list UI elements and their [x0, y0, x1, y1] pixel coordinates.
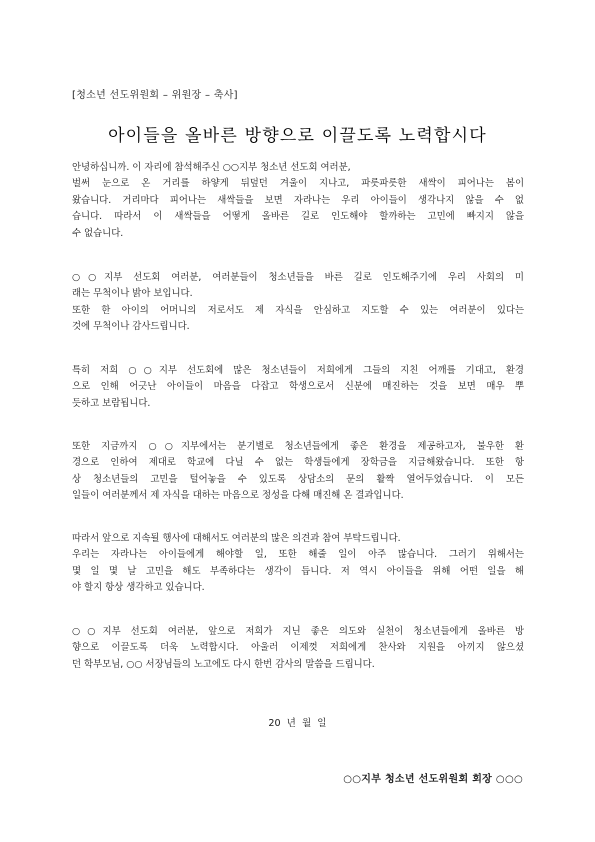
category-label: [청소년 선도위원회 – 위원장 – 축사] [72, 90, 238, 101]
body-line: 따라서 앞으로 지속될 행사에 대해서도 여러분의 많은 의견과 참여 부탁드립니다. [72, 533, 401, 544]
body-line: 벌써 눈으로 온 거리를 하얗게 뒤덮던 겨울이 지나고, 파릇파릇한 새싹이 피어나는 봄이 [72, 178, 524, 190]
body-line: 듯하고 보람됩니다. [72, 397, 151, 409]
paragraph-closing [72, 624, 524, 673]
paragraph-future [72, 531, 524, 597]
body-line: 또한 지금까지 ○○지부에서는 분기별로 청소년들에게 좋은 환경을 제공하고자, 불우한 환 [72, 441, 524, 452]
body-line: 향으로 이끌도록 더욱 노력합시다. 아울러 이제껏 저희에게 찬사와 지원을 아끼지 않으셨 [72, 642, 524, 654]
body-line: 래는 무척이나 밝아 보입니다. [72, 288, 193, 300]
signature: ○○지부 청소년 선도위원회 회장 ○○○ [343, 774, 523, 785]
date-line: 20 년 월 일 [268, 718, 327, 729]
body-line: 으로 인해 어긋난 아이들이 마음을 다잡고 학생으로서 신분에 매진하는 것을 보면 매우 뿌 [72, 381, 524, 393]
document-title: 아이들을 올바른 방향으로 이끌도록 노력합시다 [108, 126, 487, 146]
body-line: 왔습니다. 거리마다 피어나는 새싹들을 보면 자라나는 우리 아이들이 생각나지 않을 수 없 [72, 194, 524, 206]
body-line: 일들이 여러분께서 제 자식을 대하는 마음으로 정성을 다해 매진해 온 결과입니다. [72, 490, 404, 502]
body-line: 또한 한 아이의 어머니의 저로서도 제 자식을 안심하고 지도할 수 있는 여러분이 있다는 [72, 304, 524, 316]
body-line: 우리는 자라나는 아이들에게 해야할 일, 또한 해줄 일이 아주 많습니다. 그러기 위해서는 [72, 549, 524, 561]
paragraph-activities [72, 439, 524, 505]
body-line: ○○지부 선도회 여러분, 앞으로 저희가 지닌 좋은 의도와 실천이 청소년들에게 올바른 방 [72, 626, 524, 637]
body-line: 특히 저희 ○○지부 선도회에 많은 청소년들이 저희에게 그들의 지친 어깨를 기대고, 환경 [72, 365, 524, 376]
body-line: 경으로 인하여 제대로 학교에 다닐 수 없는 학생들에게 장학금을 지급해왔습니다. 또한 항 [72, 457, 524, 469]
body-line: 안녕하십니까. 이 자리에 참석해주신 ○○지부 청소년 선도회 여러분, [72, 162, 351, 173]
body-line: ○○지부 선도회 여러분, 여러분들이 청소년들을 바른 길로 인도해주기에 우리 사회의 미 [72, 272, 524, 283]
paragraph-thanks [72, 270, 524, 336]
body-line: 상 청소년들의 고민을 털어놓을 수 있도록 상담소의 문의 활짝 열어두었습니다. 이 모든 [72, 473, 524, 485]
body-line: 몇 일 몇 날 고민을 해도 부족하다는 생각이 듭니다. 저 역시 아이들을 위해 어떤 일을 해 [72, 565, 524, 577]
body-line: 수 없습니다. [72, 227, 124, 239]
body-line: 야 할지 항상 생각하고 있습니다. [72, 582, 205, 594]
body-line: 던 학부모님, ○○ 서장님들의 노고에도 다시 한번 감사의 말씀을 드립니다. [72, 658, 375, 670]
body-line: 습니다. 따라서 이 새싹들을 어떻게 올바른 길로 인도해야 할까하는 고민에 빠지지 않을 [72, 211, 524, 223]
paragraph-greeting [72, 160, 524, 242]
body-line: 것에 무척이나 감사드립니다. [72, 321, 190, 333]
paragraph-pride [72, 363, 524, 412]
